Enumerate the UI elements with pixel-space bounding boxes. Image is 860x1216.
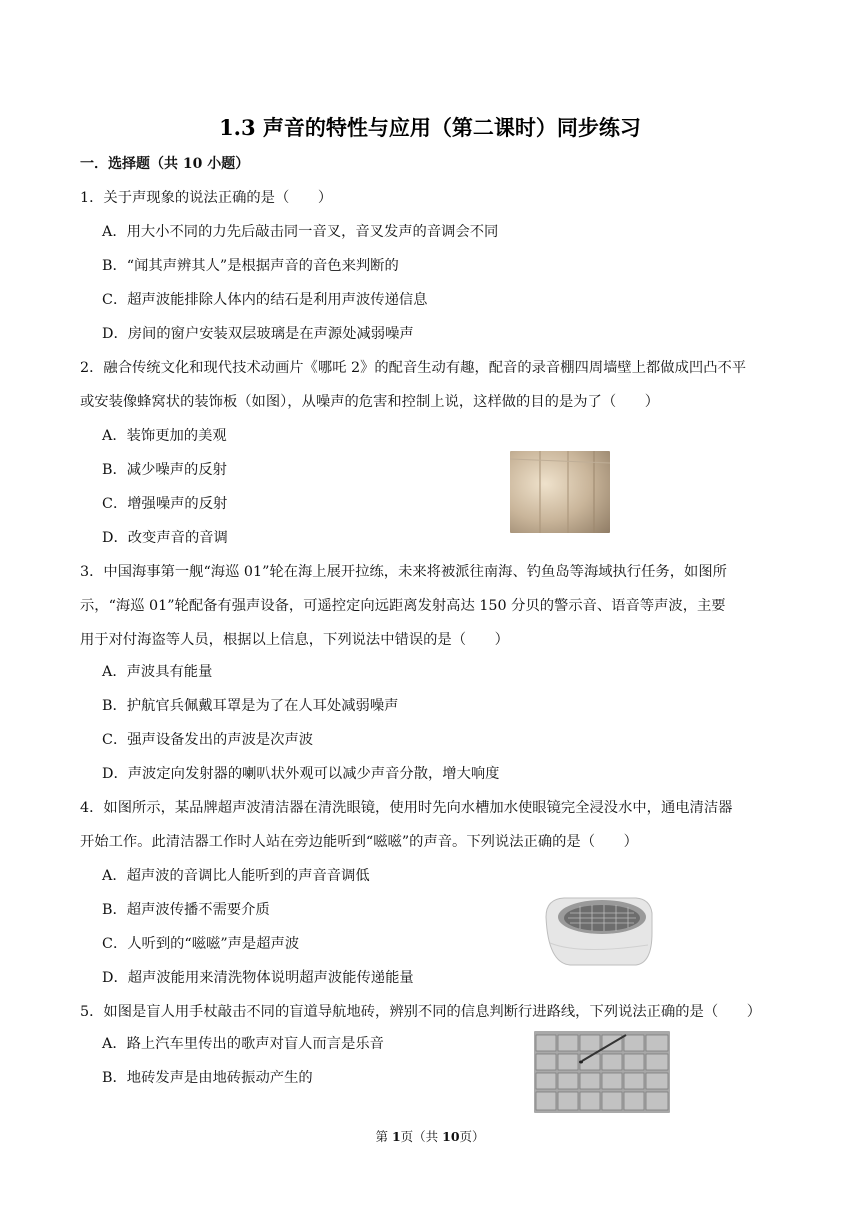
question-1-option-a: A．用大小不同的力先后敲击同一音叉，音叉发声的音调会不同 [102,224,499,240]
question-3-stem-line-3: 用于对付海盗等人员，根据以上信息，下列说法中错误的是（ ） [80,632,509,648]
question-2-option-b: B．减少噪声的反射 [102,462,227,478]
question-2-stem-line-2: 或安装像蜂窝状的装饰板（如图），从噪声的危害和控制上说，这样做的目的是为了（ ） [80,394,660,410]
tactile-paving-image [534,1031,670,1113]
question-3-option-d: D．声波定向发射器的喇叭状外观可以减少声音分散，增大响度 [102,766,500,782]
question-1-option-c: C．超声波能排除人体内的结石是利用声波传递信息 [102,292,428,308]
question-4-stem-line-2: 开始工作。此清洁器工作时人站在旁边能听到“嗞嗞”的声音。下列说法正确的是（ ） [80,834,638,850]
question-4-stem-line-1: 4．如图所示，某品牌超声波清洁器在清洗眼镜，使用时先向水槽加水使眼镜完全浸没水中，通电清洁器 [80,800,733,816]
question-5-stem: 5．如图是盲人用手杖敲击不同的盲道导航地砖，辨别不同的信息判断行进路线，下列说法正确的是（ ） [80,1004,762,1020]
question-1-option-b: B．“闻其声辨其人”是根据声音的音色来判断的 [102,258,399,274]
question-3-stem-line-2: 示，“海巡 01”轮配备有强声设备，可遥控定向远距离发射高达 150 分贝的警示音、语音等声波，主要 [80,598,726,614]
question-5-option-a: A．路上汽车里传出的歌声对盲人而言是乐音 [102,1036,384,1052]
question-3-option-a: A．声波具有能量 [102,664,213,680]
studio-wall-image [510,451,610,533]
question-4-option-a: A．超声波的音调比人能听到的声音音调低 [102,868,370,884]
question-4-option-b: B．超声波传播不需要介质 [102,902,270,918]
total-page-number: 10 [442,1129,460,1144]
question-2-option-d: D．改变声音的音调 [102,530,228,546]
ultrasonic-cleaner-image [540,893,654,969]
current-page-number: 1 [391,1129,401,1144]
page-title: 1.3 声音的特性与应用（第二课时）同步练习 [219,115,641,140]
question-5-option-b: B．地砖发声是由地砖振动产生的 [102,1070,313,1086]
question-3-stem-line-1: 3．中国海事第一舰“海巡 01”轮在海上展开拉练，未来将被派往南海、钓鱼岛等海域执行任务，如图所 [80,564,727,580]
question-1-stem: 1．关于声现象的说法正确的是（ ） [80,190,333,206]
question-3-option-c: C．强声设备发出的声波是次声波 [102,732,314,748]
question-2-option-a: A．装饰更加的美观 [102,428,227,444]
question-4-option-c: C．人听到的“嗞嗞”声是超声波 [102,936,300,952]
page-footer: 第 1页（共 10页） [375,1129,485,1144]
question-3-option-b: B．护航官兵佩戴耳罩是为了在人耳处减弱噪声 [102,698,399,714]
question-4-option-d: D．超声波能用来清洗物体说明超声波能传递能量 [102,970,414,986]
section-heading: 一．选择题（共 10 小题） [80,156,250,172]
question-2-stem-line-1: 2．融合传统文化和现代技术动画片《哪吒 2》的配音生动有趣，配音的录音棚四周墙壁上都做成凹凸不平 [80,360,747,376]
question-2-option-c: C．增强噪声的反射 [102,496,228,512]
question-1-option-d: D．房间的窗户安装双层玻璃是在声源处减弱噪声 [102,326,414,342]
